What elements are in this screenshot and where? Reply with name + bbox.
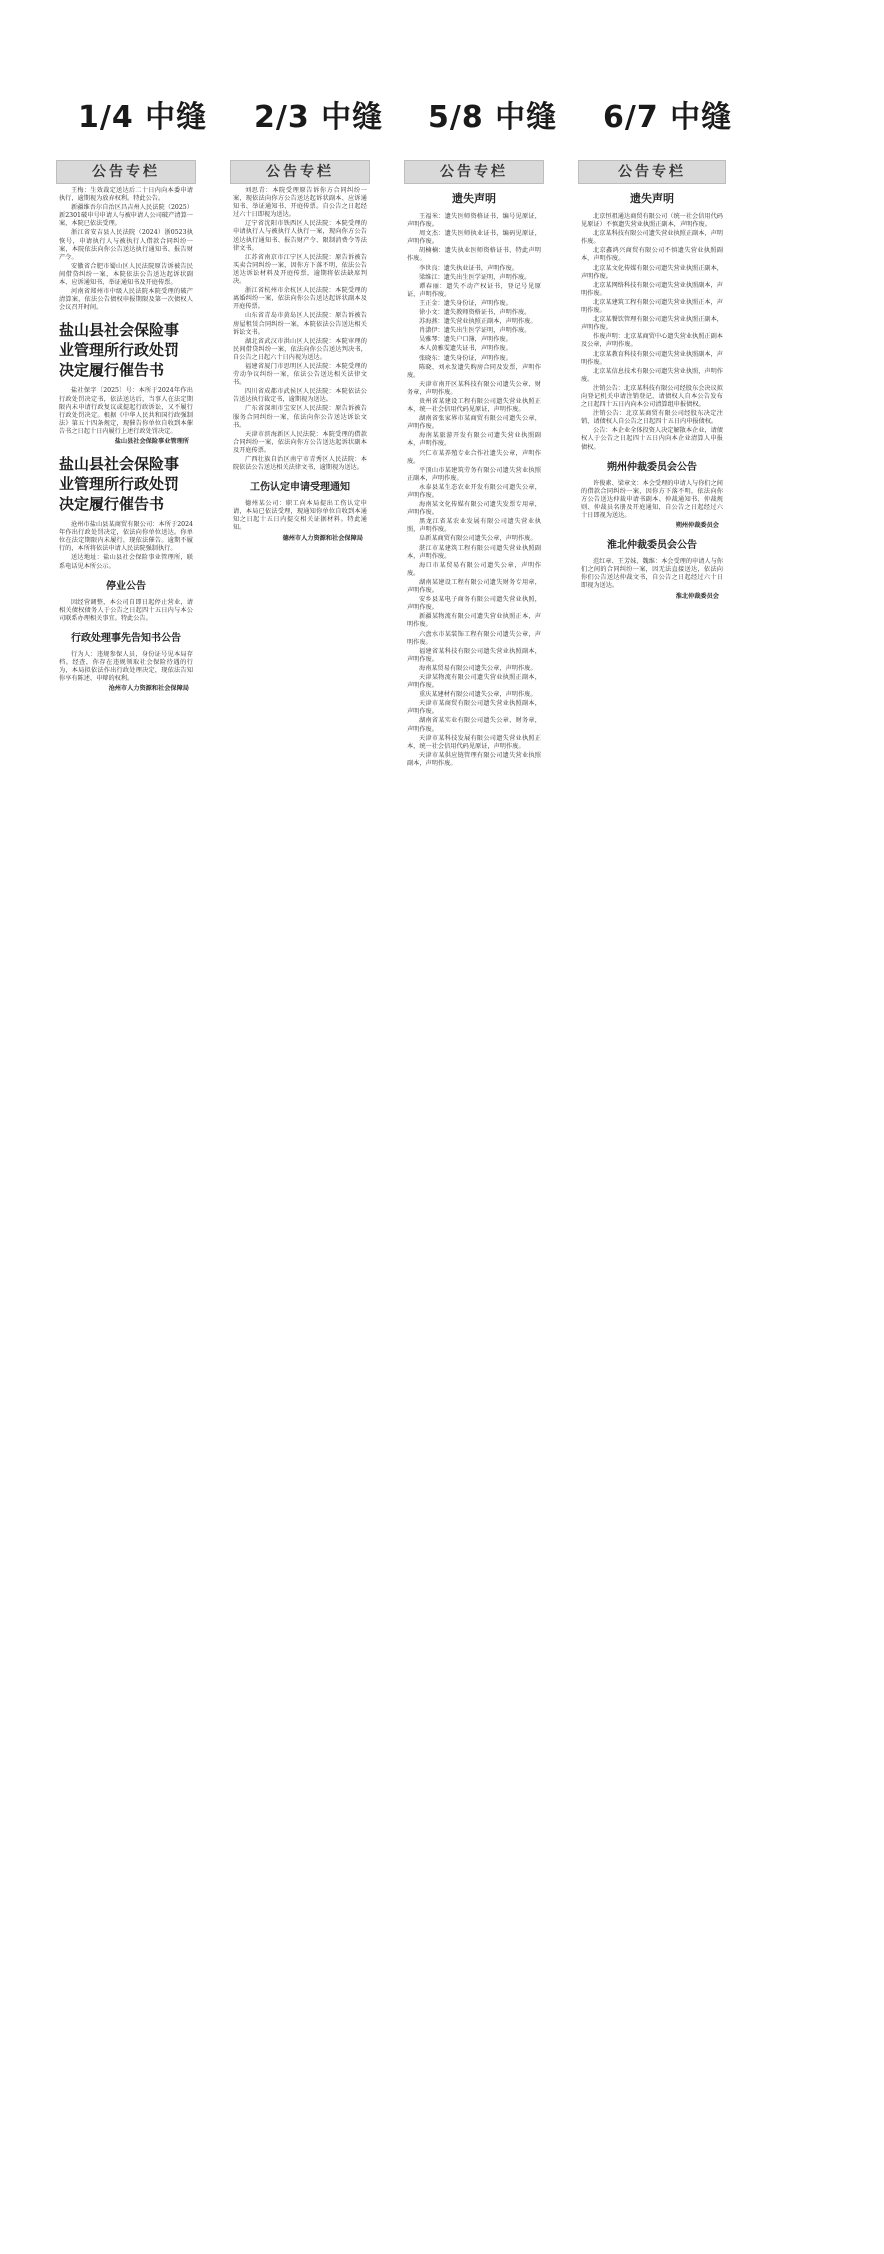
notice-paragraph: 湖北省武汉市洪山区人民法院：本院审理的民间借贷纠纷一案，依法向你公告送达判决书，自公告之日起六十日内视为送达。 <box>233 337 367 361</box>
position-label-1: 1/4 中缝 <box>78 100 208 135</box>
notice-paragraph: 本人黄雅雯遗失证书，声明作废。 <box>419 345 512 353</box>
notice-paragraph: 天津市某科技发展有限公司遗失营业执照正本，统一社会信用代码见原证，声明作废。 <box>407 734 541 750</box>
notice-paragraph: 谭春丽：遗失不动产权证书，登记号见原证，声明作废。 <box>407 282 541 298</box>
notice-paragraph: 天津市某商贸有限公司遗失营业执照副本，声明作废。 <box>407 700 541 716</box>
notice-paragraph: 湖南某建设工程有限公司遗失财务专用章，声明作废。 <box>407 578 541 595</box>
notice-body <box>56 596 196 623</box>
notice-paragraph: 湖南省张家界市某商贸有限公司遗失公章，声明作废。 <box>407 415 541 431</box>
notice-paragraph: 送达地址：盐山县社会保险事业管理所，联系电话见本所公示。 <box>59 554 193 570</box>
notice-paragraph: 贵州省某建设工程有限公司遗失营业执照正本，统一社会信用代码见原证，声明作废。 <box>407 397 541 414</box>
column-header: 公告专栏 <box>404 160 544 184</box>
notice-body <box>56 648 196 693</box>
column-header: 公告专栏 <box>56 160 196 184</box>
column-header: 公告专栏 <box>230 160 370 184</box>
notice-body <box>578 210 726 452</box>
notice-paragraph: 海南某旅游开发有限公司遗失营业执照副本，声明作废。 <box>407 432 541 448</box>
notice-paragraph: 安徽省合肥市蜀山区人民法院原告诉被告民间借贷纠纷一案，本院依法公告送达起诉状副本、应诉通知书、举证通知书及开庭传票。 <box>59 262 193 287</box>
notice-paragraph: 新疆某物流有限公司遗失营业执照正本，声明作废。 <box>407 613 541 629</box>
notice-body <box>404 210 544 768</box>
notice-paragraph: 沧州市盐山县某商贸有限公司：本所于2024年作出行政处罚决定，依法向你单位送达。你单位在法定期限内未履行，现依法催告。逾期不履行的，本所将依法申请人民法院强制执行。 <box>59 521 193 553</box>
notice-paragraph: 北京恒祖通达商贸有限公司（统一社会信用代码见原证）不慎遗失营业执照正副本，声明作废。 <box>581 213 723 229</box>
notice-paragraph: 苏海燕：遗失营业执照正副本，声明作废。 <box>419 318 537 326</box>
notice-paragraph: 北京某建筑工程有限公司遗失营业执照正本，声明作废。 <box>581 298 723 315</box>
notice-signature: 盐山县社会保险事业管理所 <box>114 437 189 445</box>
notice-paragraph: 徐小文：遗失教师资格证书，声明作废。 <box>419 309 531 317</box>
column-1 <box>56 160 196 2250</box>
notice-paragraph: 王梅：生效裁定送达后二十日内向本委申请执行，逾期视为放弃权利。特此公告。 <box>59 187 193 203</box>
notice-paragraph: 吴雅琴：遗失户口簿，声明作废。 <box>419 336 512 344</box>
notice-paragraph: 永泰县某生态农业开发有限公司遗失公章，声明作废。 <box>407 483 541 499</box>
notice-paragraph: 浙江省安吉县人民法院（2024）浙0523执恢号，申请执行人与被执行人借款合同纠纷一案，本院依法向你公告送达执行通知书、报告财产令。 <box>59 229 193 261</box>
position-label-3: 5/8 中缝 <box>428 100 558 135</box>
column-3 <box>404 160 544 2250</box>
notice-paragraph: 天津某物流有限公司遗失营业执照正副本，声明作废。 <box>407 673 541 690</box>
notice-paragraph: 北京某文化传媒有限公司遗失营业执照正副本，声明作废。 <box>581 264 723 280</box>
notice-paragraph: 广西壮族自治区南宁市青秀区人民法院：本院依法公告送达相关法律文书，逾期视为送达。 <box>233 456 367 472</box>
column-4 <box>578 160 726 2250</box>
notice-body <box>578 477 726 531</box>
notice-body <box>56 518 196 571</box>
notice-paragraph: 重庆某建材有限公司遗失公章，声明作废。 <box>419 691 537 699</box>
notice-paragraph: 辽宁省沈阳市铁西区人民法院：本院受理的申请执行人与被执行人执行一案，现向你方公告送达执行通知书、报告财产令、限制消费令等法律文书。 <box>233 220 367 252</box>
notice-paragraph: 北京鑫鸿兴商贸有限公司不慎遗失营业执照副本，声明作废。 <box>581 247 723 263</box>
notice-body <box>578 555 726 600</box>
notice-paragraph: 陈晓、刘永发遗失购房合同及发票，声明作废。 <box>407 363 541 379</box>
notice-title: 行政处理事先告知书公告 <box>71 632 181 644</box>
notice-paragraph: 北京某科技有限公司遗失营业执照正副本，声明作废。 <box>581 230 723 246</box>
page-top-area <box>0 0 884 150</box>
notice-paragraph: 刘思青：本院受理原告诉你方合同纠纷一案，现依法向你方公告送达起诉状副本、应诉通知书、举证通知书、开庭传票。自公告之日起经过六十日即视为送达。 <box>233 187 367 219</box>
notice-paragraph: 兴仁市某养殖专业合作社遗失公章，声明作废。 <box>407 449 541 465</box>
notice-paragraph: 福建省厦门市思明区人民法院：本院受理的劳动争议纠纷一案，依法公告送达相关法律文书。 <box>233 362 367 387</box>
notice-body <box>56 384 196 446</box>
notice-signature: 淮北仲裁委员会 <box>675 592 719 600</box>
notice-paragraph: 阜新某商贸有限公司遗失公章，声明作废。 <box>419 535 537 543</box>
notice-paragraph: 山东省青岛市黄岛区人民法院：原告诉被告房屋租赁合同纠纷一案，本院依法公告送达相关诉讼文书。 <box>233 312 367 336</box>
notice-paragraph: 浙江省杭州市余杭区人民法院：本院受理的离婚纠纷一案，依法向你公告送达起诉状副本及开庭传票。 <box>233 287 367 311</box>
notice-paragraph: 肖潇伊：遗失出生医学证明，声明作废。 <box>419 327 531 335</box>
position-label-4: 6/7 中缝 <box>603 100 733 135</box>
column-2 <box>230 160 370 2250</box>
notice-paragraph: 梁维江：遗失出生医学证明，声明作废。 <box>419 273 531 281</box>
notice-paragraph: 公告：本企业全体投资人决定解散本企业，请债权人于公告之日起四十五日内向本企业清算人申报债权。 <box>581 427 723 451</box>
notice-paragraph: 行为人：违规参保人员，身份证号见本局存档。经查，你存在违规领取社会保险待遇的行为，本局拟依法作出行政处理决定，现依法告知你享有陈述、申辩的权利。 <box>59 650 193 683</box>
notice-paragraph: 海南某文化传媒有限公司遗失发票专用章，声明作废。 <box>407 501 541 517</box>
notice-paragraph: 湖南省某实业有限公司遗失公章、财务章，声明作废。 <box>407 717 541 733</box>
notice-title: 朔州仲裁委员会公告 <box>607 461 697 473</box>
notice-paragraph: 注销公告：北京某商贸有限公司经股东决定注销，请债权人自公告之日起四十五日内申报债权。 <box>581 410 723 426</box>
notice-paragraph: 北京某教育科技有限公司遗失营业执照副本，声明作废。 <box>581 350 723 366</box>
section-subtitle: 遗失声明 <box>452 192 496 205</box>
notice-body <box>230 184 370 472</box>
notice-paragraph: 盐社保字〔2025〕号：本所于2024年作出行政处罚决定书，依法送达后，当事人在法定期限内未申请行政复议或提起行政诉讼，又不履行行政处罚决定。根据《中华人民共和国行政强制法》第五十四条规定，现催告你单位自收到本催告书之日起十日内履行上述行政处罚决定。 <box>59 387 193 435</box>
notice-paragraph: 河南省郑州市中级人民法院本院受理的破产清算案，依法公告债权申报期限及第一次债权人会议召开时间。 <box>59 288 193 312</box>
notice-paragraph: 因经营调整，本公司自即日起停止营业，请相关债权债务人于公告之日起四十五日内与本公司联系办理相关事宜。特此公告。 <box>59 598 193 622</box>
notice-paragraph: 张晓东：遗失身份证，声明作废。 <box>419 354 512 362</box>
notice-paragraph: 天津市南开区某科技有限公司遗失公章、财务章，声明作废。 <box>407 380 541 396</box>
notice-paragraph: 平顶山市某建筑劳务有限公司遗失营业执照正副本，声明作废。 <box>407 466 541 482</box>
notice-title: 盐山县社会保险事业管理所行政处罚决定履行催告书 <box>59 455 180 514</box>
notice-signature: 德州市人力资源和社会保障局 <box>282 534 363 542</box>
notice-paragraph: 王福米：遗失医师资格证书，编号见原证，声明作废。 <box>407 213 541 229</box>
notice-paragraph: 作废声明：北京某商贸中心遗失营业执照正副本及公章，声明作废。 <box>581 333 723 349</box>
notice-paragraph: 江苏省南京市江宁区人民法院：原告诉被告买卖合同纠纷一案，因你方下落不明，依法公告送达诉讼材料及开庭传票，逾期将依法缺席判决。 <box>233 253 367 286</box>
notice-paragraph: 新疆维吾尔自治区昌吉州人民法院（2025）新2301破申号申请人与被申请人公司破产清算一案，本院已依法受理。 <box>59 204 193 228</box>
position-label-2: 2/3 中缝 <box>254 100 384 135</box>
notice-paragraph: 王正金：遗失身份证，声明作废。 <box>419 299 512 307</box>
notice-paragraph: 黑龙江省某农业发展有限公司遗失营业执照，声明作废。 <box>407 518 541 534</box>
notice-paragraph: 天津市某供应链管理有限公司遗失营业执照副本，声明作废。 <box>407 751 541 767</box>
notice-title: 盐山县社会保险事业管理所行政处罚决定履行催告书 <box>59 321 180 380</box>
notice-paragraph: 四川省成都市武侯区人民法院：本院依法公告送达执行裁定书，逾期视为送达。 <box>233 388 367 404</box>
notice-title: 工伤认定申请受理通知 <box>250 482 350 494</box>
notice-paragraph: 李世良：遗失执业证书，声明作废。 <box>419 264 518 272</box>
notice-paragraph: 北京某信息技术有限公司遗失营业执照，声明作废。 <box>581 367 723 383</box>
notice-paragraph: 范红章、王芳妹、魏维：本会受理的申请人与你们之间的合同纠纷一案，因无法直接送达，依法向你们公告送达仲裁文书，自公告之日起经过六十日即视为送达。 <box>581 558 723 590</box>
notice-paragraph: 德州某公司：职工向本局提出工伤认定申请，本局已依法受理，现通知你单位自收到本通知之日起十五日内提交相关证据材料。特此通知。 <box>233 500 367 532</box>
notice-paragraph: 湛江市某建筑工程有限公司遗失营业执照副本，声明作废。 <box>407 544 541 560</box>
notice-paragraph: 六盘水市某装饰工程有限公司遗失公章，声明作废。 <box>407 630 541 646</box>
section-subtitle: 遗失声明 <box>630 192 674 205</box>
notice-paragraph: 北京某餐饮管理有限公司遗失营业执照正副本，声明作废。 <box>581 316 723 332</box>
notice-paragraph: 许俊素、梁章文：本会受理的申请人与你们之间的借款合同纠纷一案，因你方下落不明，依法向你方公告送达仲裁申请书副本、仲裁通知书、仲裁规则、仲裁员名册及开庭通知，自公告之日起经过六十日即视为送达。 <box>581 479 723 519</box>
notice-title: 停业公告 <box>106 580 146 592</box>
notice-signature: 朔州仲裁委员会 <box>675 522 719 530</box>
notice-body <box>230 497 370 542</box>
notice-paragraph: 天津市滨海新区人民法院：本院受理的借款合同纠纷一案，依法向你方公告送达起诉状副本及开庭传票。 <box>233 430 367 454</box>
notice-paragraph: 北京某网络科技有限公司遗失营业执照副本，声明作废。 <box>581 281 723 297</box>
notice-paragraph: 海南某贸易有限公司遗失公章，声明作废。 <box>419 664 537 672</box>
notice-paragraph: 福建省某科技有限公司遗失营业执照副本，声明作废。 <box>407 647 541 663</box>
notice-title: 淮北仲裁委员会公告 <box>607 540 697 552</box>
notice-paragraph: 安乡县某电子商务有限公司遗失营业执照，声明作废。 <box>407 596 541 612</box>
notice-paragraph: 海口市某贸易有限公司遗失公章，声明作废。 <box>407 561 541 577</box>
notice-signature: 沧州市人力资源和社会保障局 <box>108 685 189 693</box>
notice-paragraph: 周文杰：遗失医师执业证书，编码见原证，声明作废。 <box>407 230 541 246</box>
notice-body <box>56 184 196 312</box>
notice-paragraph: 胡楠楠：遗失执业医师资格证书，特此声明作废。 <box>407 247 541 263</box>
notice-paragraph: 广东省深圳市宝安区人民法院：原告诉被告服务合同纠纷一案，依法向你公告送达诉讼文书。 <box>233 405 367 429</box>
column-header: 公告专栏 <box>578 160 726 184</box>
notice-paragraph: 注销公告：北京某科技有限公司经股东会决议拟向登记机关申请注销登记，请债权人自本公告发布之日起四十五日内向本公司清算组申报债权。 <box>581 384 723 409</box>
